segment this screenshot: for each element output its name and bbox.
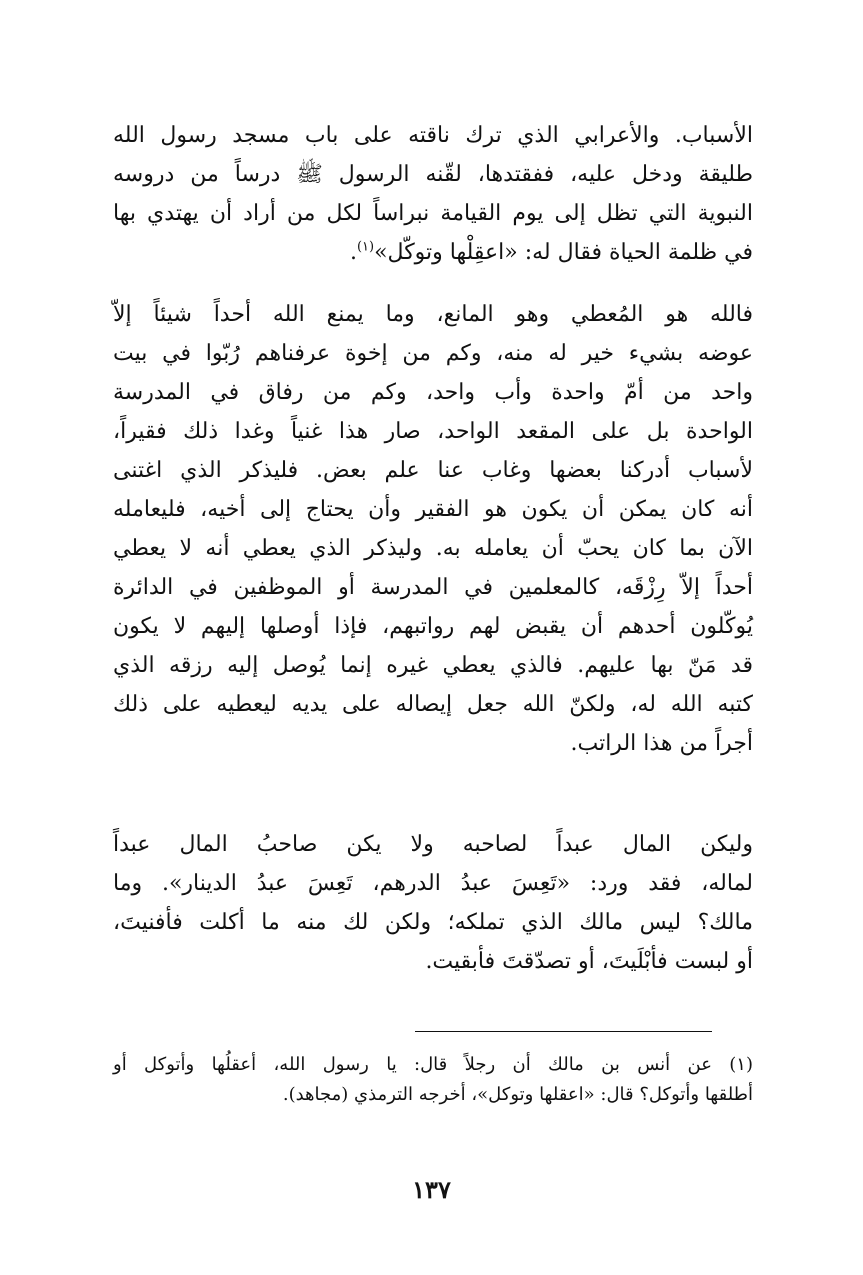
- paragraph-line: أنه كان يمكن أن يكون هو الفقير وأن يحتاج إلى أخيه، فليعامله: [113, 497, 753, 522]
- paragraph-line: لأسباب أدركنا بعضها وغاب عنا علم بعض. فليذكر الذي اغتنى: [113, 458, 753, 483]
- paragraph-line: عوضه بشيء خير له منه، وكم من إخوة عرفناهم رُبّوا في بيت: [113, 341, 753, 366]
- paragraph-line: مالك؟ ليس مالك الذي تملكه؛ ولكن لك منه ما أكلت فأفنيتَ،: [113, 910, 753, 935]
- paragraph-1: [113, 116, 753, 272]
- paragraph-line: أجراً من هذا الراتب.: [570, 731, 753, 756]
- paragraph-line: كتبه الله له، ولكنّ الله جعل إيصاله على يديه ليعطيه على ذلك: [113, 692, 753, 717]
- paragraph-3: [113, 825, 753, 981]
- paragraph-line: طليقة ودخل عليه، ففقتدها، لقّنه الرسول ﷺ درساً من دروسه: [113, 162, 753, 187]
- paragraph-line: الأسباب. والأعرابي الذي ترك ناقته على باب مسجد رسول الله: [113, 123, 753, 148]
- paragraph-line: قد مَنّ بها عليهم. فالذي يعطي غيره إنما يُوصل إليه رزقه الذي: [113, 653, 753, 678]
- sentence-end: .: [349, 240, 357, 265]
- paragraph-line: يُوكّلون أحدهم أن يقبض لهم رواتبهم، فإذا أوصلها إليهم لا يكون: [113, 614, 753, 639]
- paragraph-line: الواحدة بل على المقعد الواحد، صار هذا غنياً وغدا ذلك فقيراً،: [113, 419, 753, 444]
- paragraph-line: وليكن المال عبداً لصاحبه ولا يكن صاحبُ المال عبداً: [113, 832, 753, 857]
- footnote-line: أطلقها وأتوكل؟ قال: «اعقلها وتوكل»، أخرجه الترمذي (مجاهد).: [282, 1084, 753, 1105]
- page-number: ١٣٧: [412, 1175, 451, 1204]
- paragraph-2: [113, 295, 753, 763]
- paragraph-line: لماله، فقد ورد: «تَعِسَ عبدُ الدرهم، تَعِسَ عبدُ الدينار». وما: [113, 871, 753, 896]
- paragraph-line: أو لبست فأبْلَيتَ، أو تصدّقتَ فأبقيت.: [425, 949, 753, 974]
- paragraph-line: أحداً إلاّ رِزْقَه، كالمعلمين في المدرسة أو الموظفين في الدائرة: [113, 575, 753, 600]
- paragraph-line: واحد من أمّ واحدة وأب واحد، وكم من رفاق في المدرسة: [113, 380, 753, 405]
- paragraph-last-line: [113, 233, 753, 272]
- paragraph-line-text: في ظلمة الحياة فقال له: «اعقِلْها وتوكّل»: [374, 240, 753, 265]
- footnote-divider: [415, 1031, 712, 1032]
- footnote-reference: (١): [356, 239, 375, 255]
- paragraph-line: النبوية التي تظل إلى يوم القيامة نبراساً لكل من أراد أن يهتدي بها: [113, 201, 753, 226]
- footnote-line: (١) عن أنس بن مالك أن رجلاً قال: يا رسول الله، أعقلُها وأتوكل أو: [113, 1054, 753, 1075]
- footnote: [113, 1050, 753, 1110]
- paragraph-line: فالله هو المُعطي وهو المانع، وما يمنع الله أحداً شيئاً إلاّ: [113, 302, 753, 327]
- paragraph-line: الآن بما كان يحبّ أن يعامله به. وليذكر الذي يعطي أنه لا يعطي: [113, 536, 753, 561]
